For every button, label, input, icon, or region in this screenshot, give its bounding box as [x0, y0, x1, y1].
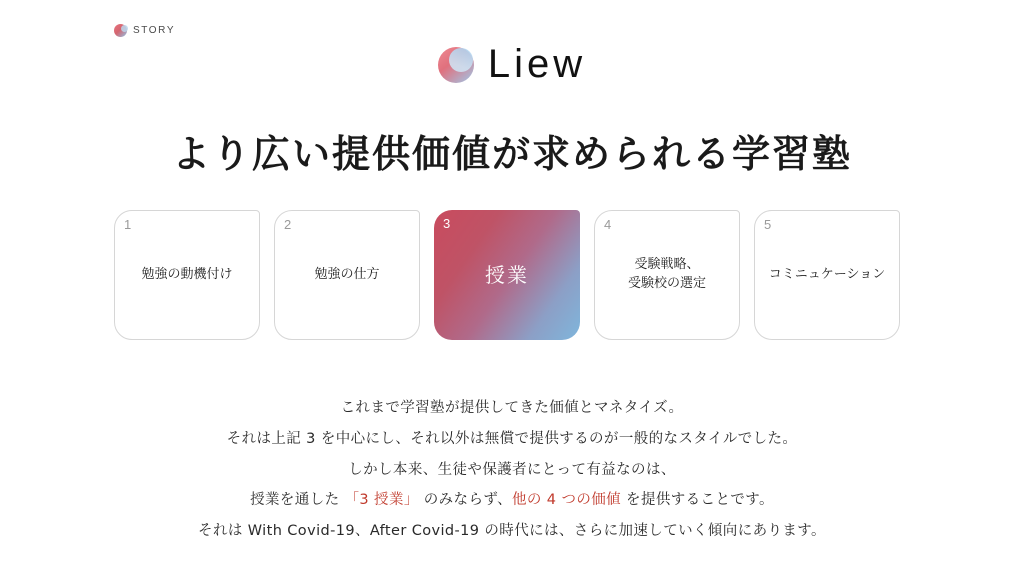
- body-line-5: それは With Covid-19、After Covid-19 の時代には、さらに加速していく傾向にあります。: [198, 523, 826, 539]
- page-title: より広い提供価値が求められる学習塾: [171, 132, 852, 177]
- card-number: 4: [604, 217, 612, 232]
- value-card-4: [594, 210, 740, 340]
- body-line-4-pre: 授業を通した: [250, 492, 345, 509]
- body-line-1: これまで学習塾が提供してきた価値とマネタイズ。: [340, 400, 684, 416]
- card-label-line1: 受験戦略、: [634, 257, 700, 273]
- card-label: コミニュケーション: [768, 266, 886, 282]
- card-label-line2: 受験校の選定: [627, 276, 706, 291]
- liew-circles-icon: [438, 47, 474, 83]
- card-label: [620, 256, 714, 294]
- card-number: 1: [124, 217, 132, 232]
- body-accent-course: 「3 授業」: [344, 492, 419, 509]
- liew-logo: [0, 42, 1024, 87]
- liew-logo-text: Liew: [487, 42, 587, 86]
- card-number: 2: [284, 217, 292, 232]
- brand-lockup: [114, 24, 175, 37]
- body-line-4-post: を提供することです。: [621, 492, 774, 509]
- brand-name: STORY: [133, 25, 176, 36]
- story-dot-icon: [114, 24, 127, 37]
- body-accent-other-values: 他の 4 つの価値: [512, 492, 622, 509]
- body-copy: [0, 398, 1024, 552]
- value-card-1: [114, 210, 260, 340]
- body-line-4: [0, 490, 1024, 512]
- card-label: 勉強の仕方: [314, 266, 380, 282]
- card-number: 3: [443, 216, 451, 231]
- value-card-3-highlighted: [434, 210, 580, 340]
- card-label: 授業: [485, 262, 529, 287]
- body-line-2: それは上記 3 を中心にし、それ以外は無償で提供するのが一般的なスタイルでした。: [226, 430, 798, 447]
- card-label: 勉強の動機付け: [141, 266, 233, 282]
- body-line-3: しかし本来、生徒や保護者にとって有益なのは、: [348, 461, 676, 478]
- card-number: 5: [764, 217, 772, 232]
- value-card-5: [754, 210, 900, 340]
- value-card-2: [274, 210, 420, 340]
- value-card-row: [114, 210, 910, 340]
- body-line-4-mid: のみならず、: [418, 492, 512, 509]
